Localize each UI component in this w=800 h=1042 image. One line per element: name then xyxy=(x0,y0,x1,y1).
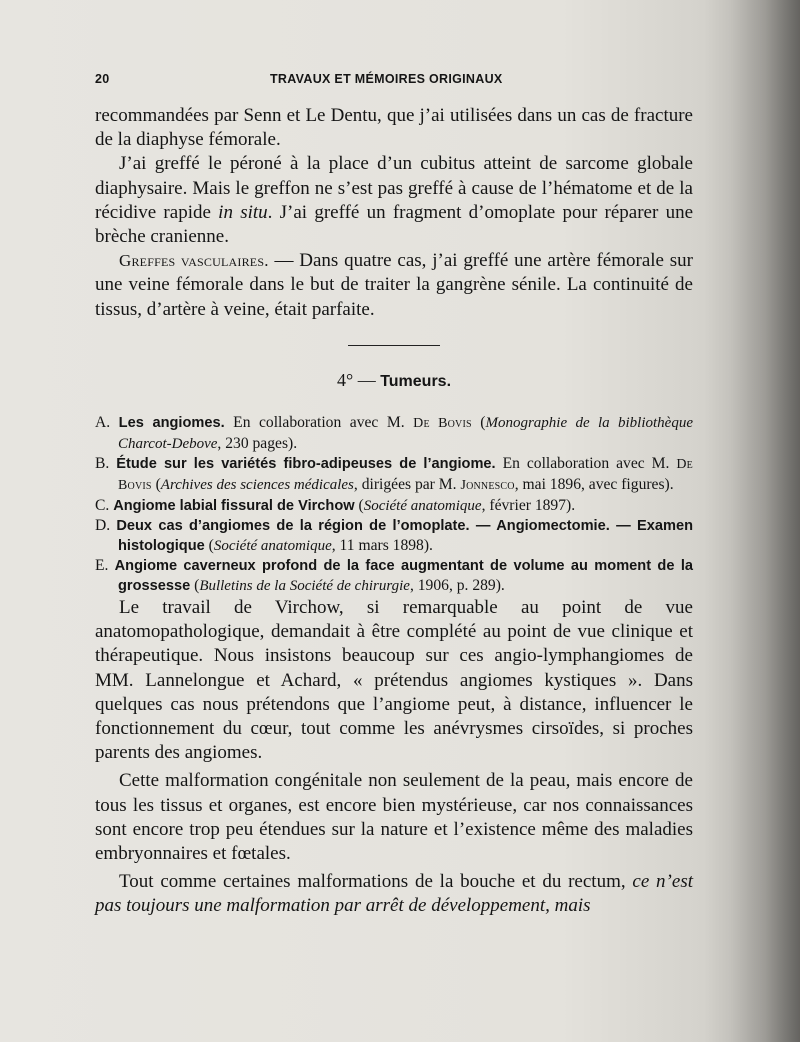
paragraph-bone-graft: J’ai greffé le péroné à la place d’un cubitus atteint de sarcome globale diaphysaire. Mais le greffon ne s’est pas greffé à cause de l’hématome et de la récidive rapide in situ. J’ai greffé un fragment d’omoplate pour réparer une brèche cranienne. xyxy=(95,153,694,248)
section-heading: 4° — Tumeurs. xyxy=(336,369,452,390)
page-body xyxy=(95,104,693,919)
running-title: TRAVAUX ET MÉMOIRES ORIGINAUX xyxy=(270,72,503,86)
bibliography-entry-b: B. Étude sur les variétés fibro-adipeuses de l’angiome. En collaboration avec M. De Bovis (Archives des sciences médicales, dirigées par M. Jonnesco, mai 1896, avec figures). xyxy=(95,455,693,494)
page-edge-shadow xyxy=(730,0,800,1042)
bibliography-entry-a: A. Les angiomes. En collaboration avec M. De Bovis (Monographie de la bibliothèque Charcot-Debove, 230 pages). xyxy=(95,414,693,453)
paragraph-closing: Tout comme certaines malformations de la bouche et du rectum, ce n’est pas toujours une malformation par arrêt de développement, mais xyxy=(95,871,693,917)
bibliography-entry-d: D. Deux cas d’angiomes de la région de l’omoplate. — Angiomectomie. — Examen histologique (Société anatomique, 11 mars 1898). xyxy=(95,517,693,555)
paragraph-malformation: Cette malformation congénitale non seulement de la peau, mais encore de tous les tissus et organes, est encore bien mystérieuse, car nos connaissances sont encore trop peu étendues sur la nature et l’existence même des maladies embryonnaires et fœtales. xyxy=(95,770,693,865)
bibliography-entry-e: E. Angiome caverneux profond de la face augmentant de volume au moment de la grossesse (Bulletins de la Société de chirurgie, 1906, p. 289). xyxy=(95,557,693,595)
section-divider xyxy=(348,345,440,346)
bibliography-entry-c: C. Angiome labial fissural de Virchow (Société anatomique, février 1897). xyxy=(95,497,576,515)
paragraph-continuation: recommandées par Senn et Le Dentu, que j’ai utilisées dans un cas de fracture de la diaphyse fémorale. xyxy=(95,105,693,151)
paragraph-vascular-grafts: Greffes vasculaires. — Dans quatre cas, j’ai greffé une artère fémorale sur une veine fémorale dans le but de traiter la gangrène sénile. La continuité de tissus, d’artère à veine, était parfaite. xyxy=(95,250,693,320)
paragraph-virchow: Le travail de Virchow, si remarquable au point de vue anatomopathologique, demandait à être complété au point de vue clinique et thérapeutique. Nous insistons beaucoup sur ces angio-lymphangiomes de MM. Lannelongue et Achard, « prétendus angiomes kystiques ». Dans quelques cas nous prétendons que l’angiome peut, à distance, influencer le fonctionnement du cœur, tout comme les anévrysmes cirsoïdes, si proches parents des angiomes. xyxy=(95,597,693,764)
page-number: 20 xyxy=(95,72,110,86)
paragraph-lead: Greffes vasculaires. xyxy=(119,251,269,271)
